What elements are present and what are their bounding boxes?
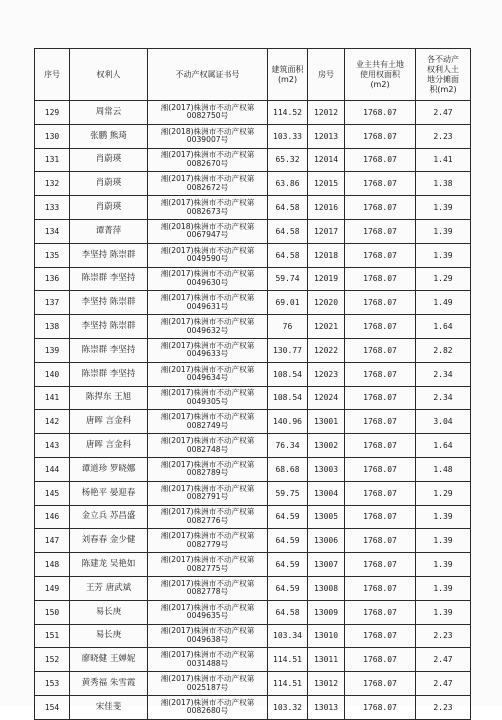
cell-area: 76.34 bbox=[268, 434, 308, 458]
cell-seq: 132 bbox=[35, 172, 70, 196]
cell-cert: 湘(2017)株洲市不动产权第0025187号 bbox=[148, 672, 268, 696]
table-body bbox=[35, 101, 471, 720]
cell-holder: 陈崇群 李坚持 bbox=[70, 267, 148, 291]
cell-seq: 146 bbox=[35, 505, 70, 529]
cell-seq: 129 bbox=[35, 101, 70, 125]
cell-land: 1768.07 bbox=[345, 267, 416, 291]
cell-holder: 谭道珍 罗晓娜 bbox=[70, 457, 148, 481]
cell-share: 1.41 bbox=[416, 148, 471, 172]
cell-share: 1.64 bbox=[416, 315, 471, 339]
cell-area: 114.52 bbox=[268, 101, 308, 125]
header-area: 建筑面积 (m2) bbox=[268, 49, 308, 101]
cell-land: 1768.07 bbox=[345, 434, 416, 458]
cell-holder: 陈建龙 吴艳如 bbox=[70, 553, 148, 577]
cell-cert: 湘(2017)株洲市不动产权第0049305号 bbox=[148, 386, 268, 410]
table-row bbox=[35, 529, 471, 553]
cell-area: 64.59 bbox=[268, 576, 308, 600]
cell-area: 103.32 bbox=[268, 695, 308, 719]
table-row bbox=[35, 624, 471, 648]
cell-area: 108.54 bbox=[268, 362, 308, 386]
cell-room: 12014 bbox=[308, 148, 345, 172]
cell-room: 13009 bbox=[308, 600, 345, 624]
cell-land: 1768.07 bbox=[345, 624, 416, 648]
cell-share: 1.39 bbox=[416, 219, 471, 243]
cell-area: 64.58 bbox=[268, 219, 308, 243]
cell-holder: 肖蔚瑛 bbox=[70, 148, 148, 172]
cell-land: 1768.07 bbox=[345, 481, 416, 505]
cell-holder: 易长庚 bbox=[70, 624, 148, 648]
cell-holder: 王芳 唐武斌 bbox=[70, 576, 148, 600]
cell-holder: 易长庚 bbox=[70, 600, 148, 624]
cell-room: 13008 bbox=[308, 576, 345, 600]
cell-land: 1768.07 bbox=[345, 172, 416, 196]
header-land: 业主共有土地 使用权面积 (m2) bbox=[345, 49, 416, 101]
cell-holder: 周常云 bbox=[70, 101, 148, 125]
cell-share: 2.82 bbox=[416, 338, 471, 362]
cell-cert: 湘(2017)株洲市不动产权第0049632号 bbox=[148, 315, 268, 339]
cell-area: 64.58 bbox=[268, 600, 308, 624]
cell-area: 64.59 bbox=[268, 529, 308, 553]
cell-share: 1.64 bbox=[416, 434, 471, 458]
cell-holder: 李坚持 陈崇群 bbox=[70, 291, 148, 315]
cell-holder: 谭菁萍 bbox=[70, 219, 148, 243]
cell-share: 2.23 bbox=[416, 695, 471, 719]
cell-holder: 金立兵 苏昌盛 bbox=[70, 505, 148, 529]
cell-holder: 黄秀福 朱雪霞 bbox=[70, 672, 148, 696]
cell-cert: 湘(2018)株洲市不动产权第0067947号 bbox=[148, 219, 268, 243]
cell-area: 59.74 bbox=[268, 267, 308, 291]
cell-cert: 湘(2017)株洲市不动产权第0082789号 bbox=[148, 457, 268, 481]
cell-seq: 137 bbox=[35, 291, 70, 315]
cell-cert: 湘(2017)株洲市不动产权第0082670号 bbox=[148, 148, 268, 172]
cell-room: 12015 bbox=[308, 172, 345, 196]
cell-seq: 144 bbox=[35, 457, 70, 481]
table-row bbox=[35, 196, 471, 220]
cell-room: 13011 bbox=[308, 648, 345, 672]
cell-room: 12019 bbox=[308, 267, 345, 291]
cell-land: 1768.07 bbox=[345, 196, 416, 220]
cell-share: 1.39 bbox=[416, 600, 471, 624]
cell-cert: 湘(2017)株洲市不动产权第0082680号 bbox=[148, 695, 268, 719]
table-row bbox=[35, 505, 471, 529]
cell-area: 103.34 bbox=[268, 624, 308, 648]
cell-room: 12020 bbox=[308, 291, 345, 315]
cell-seq: 150 bbox=[35, 600, 70, 624]
cell-land: 1768.07 bbox=[345, 124, 416, 148]
cell-seq: 142 bbox=[35, 410, 70, 434]
cell-area: 69.01 bbox=[268, 291, 308, 315]
cell-room: 12024 bbox=[308, 386, 345, 410]
cell-seq: 151 bbox=[35, 624, 70, 648]
table-row bbox=[35, 172, 471, 196]
cell-land: 1768.07 bbox=[345, 338, 416, 362]
table-row bbox=[35, 124, 471, 148]
table-row bbox=[35, 481, 471, 505]
cell-holder: 杨艳平 晏迎春 bbox=[70, 481, 148, 505]
cell-area: 65.32 bbox=[268, 148, 308, 172]
cell-cert: 湘(2017)株洲市不动产权第0049635号 bbox=[148, 600, 268, 624]
cell-land: 1768.07 bbox=[345, 553, 416, 577]
cell-room: 12022 bbox=[308, 338, 345, 362]
table-row bbox=[35, 648, 471, 672]
cell-area: 114.51 bbox=[268, 672, 308, 696]
cell-cert: 湘(2017)株洲市不动产权第0082750号 bbox=[148, 101, 268, 125]
cell-cert: 湘(2017)株洲市不动产权第0082791号 bbox=[148, 481, 268, 505]
table-row bbox=[35, 148, 471, 172]
cell-land: 1768.07 bbox=[345, 672, 416, 696]
cell-cert: 湘(2017)株洲市不动产权第0049590号 bbox=[148, 243, 268, 267]
cell-land: 1768.07 bbox=[345, 101, 416, 125]
table-row bbox=[35, 600, 471, 624]
cell-share: 1.39 bbox=[416, 196, 471, 220]
cell-seq: 136 bbox=[35, 267, 70, 291]
cell-area: 63.86 bbox=[268, 172, 308, 196]
cell-holder: 陈崇群 李坚持 bbox=[70, 338, 148, 362]
cell-share: 2.34 bbox=[416, 386, 471, 410]
cell-cert: 湘(2017)株洲市不动产权第0082749号 bbox=[148, 410, 268, 434]
cell-land: 1768.07 bbox=[345, 505, 416, 529]
header-seq: 序号 bbox=[35, 49, 70, 101]
cell-area: 140.96 bbox=[268, 410, 308, 434]
cell-holder: 刘春春 金少健 bbox=[70, 529, 148, 553]
cell-holder: 唐晖 言金科 bbox=[70, 434, 148, 458]
table-row bbox=[35, 315, 471, 339]
cell-area: 68.68 bbox=[268, 457, 308, 481]
cell-holder: 李坚持 陈崇群 bbox=[70, 315, 148, 339]
cell-cert: 湘(2017)株洲市不动产权第0082779号 bbox=[148, 529, 268, 553]
cell-room: 13002 bbox=[308, 434, 345, 458]
cell-seq: 141 bbox=[35, 386, 70, 410]
cell-land: 1768.07 bbox=[345, 315, 416, 339]
cell-land: 1768.07 bbox=[345, 648, 416, 672]
cell-cert: 湘(2017)株洲市不动产权第0082673号 bbox=[148, 196, 268, 220]
table-row bbox=[35, 243, 471, 267]
cell-share: 1.49 bbox=[416, 291, 471, 315]
cell-land: 1768.07 bbox=[345, 148, 416, 172]
cell-cert: 湘(2017)株洲市不动产权第0049631号 bbox=[148, 291, 268, 315]
cell-room: 12016 bbox=[308, 196, 345, 220]
cell-room: 12013 bbox=[308, 124, 345, 148]
table-row bbox=[35, 576, 471, 600]
cell-land: 1768.07 bbox=[345, 576, 416, 600]
cell-share: 1.39 bbox=[416, 529, 471, 553]
cell-share: 1.29 bbox=[416, 481, 471, 505]
cell-seq: 149 bbox=[35, 576, 70, 600]
cell-area: 64.58 bbox=[268, 243, 308, 267]
cell-holder: 陈捍东 王旭 bbox=[70, 386, 148, 410]
table-row bbox=[35, 553, 471, 577]
cell-cert: 湘(2017)株洲市不动产权第0049630号 bbox=[148, 267, 268, 291]
cell-seq: 139 bbox=[35, 338, 70, 362]
table-row bbox=[35, 434, 471, 458]
header-room: 房号 bbox=[308, 49, 345, 101]
cell-room: 12017 bbox=[308, 219, 345, 243]
cell-room: 13007 bbox=[308, 553, 345, 577]
cell-seq: 138 bbox=[35, 315, 70, 339]
cell-cert: 湘(2018)株洲市不动产权第0039007号 bbox=[148, 124, 268, 148]
cell-area: 76 bbox=[268, 315, 308, 339]
cell-cert: 湘(2017)株洲市不动产权第0049633号 bbox=[148, 338, 268, 362]
cell-share: 1.39 bbox=[416, 243, 471, 267]
cell-land: 1768.07 bbox=[345, 410, 416, 434]
cell-area: 64.59 bbox=[268, 553, 308, 577]
cell-holder: 李坚持 陈崇群 bbox=[70, 243, 148, 267]
table-row bbox=[35, 101, 471, 125]
cell-cert: 湘(2017)株洲市不动产权第0082776号 bbox=[148, 505, 268, 529]
cell-room: 13004 bbox=[308, 481, 345, 505]
cell-share: 1.48 bbox=[416, 457, 471, 481]
cell-room: 13012 bbox=[308, 672, 345, 696]
cell-seq: 153 bbox=[35, 672, 70, 696]
cell-share: 1.38 bbox=[416, 172, 471, 196]
cell-seq: 140 bbox=[35, 362, 70, 386]
cell-holder: 张鹏 熊琦 bbox=[70, 124, 148, 148]
cell-room: 12018 bbox=[308, 243, 345, 267]
cell-room: 13005 bbox=[308, 505, 345, 529]
cell-share: 1.39 bbox=[416, 553, 471, 577]
cell-area: 59.75 bbox=[268, 481, 308, 505]
cell-share: 2.34 bbox=[416, 362, 471, 386]
cell-room: 13010 bbox=[308, 624, 345, 648]
header-holder: 权利人 bbox=[70, 49, 148, 101]
cell-cert: 湘(2017)株洲市不动产权第0082672号 bbox=[148, 172, 268, 196]
table-row bbox=[35, 362, 471, 386]
cell-room: 13001 bbox=[308, 410, 345, 434]
cell-seq: 152 bbox=[35, 648, 70, 672]
cell-room: 13003 bbox=[308, 457, 345, 481]
table-row bbox=[35, 457, 471, 481]
table-row bbox=[35, 291, 471, 315]
cell-area: 103.33 bbox=[268, 124, 308, 148]
cell-land: 1768.07 bbox=[345, 362, 416, 386]
cell-share: 2.47 bbox=[416, 672, 471, 696]
table-row bbox=[35, 672, 471, 696]
cell-share: 2.47 bbox=[416, 648, 471, 672]
header-cert: 不动产权属证书号 bbox=[148, 49, 268, 101]
cell-land: 1768.07 bbox=[345, 291, 416, 315]
cell-cert: 湘(2017)株洲市不动产权第0082748号 bbox=[148, 434, 268, 458]
cell-seq: 133 bbox=[35, 196, 70, 220]
cell-land: 1768.07 bbox=[345, 600, 416, 624]
cell-cert: 湘(2017)株洲市不动产权第0049638号 bbox=[148, 624, 268, 648]
cell-share: 1.39 bbox=[416, 576, 471, 600]
cell-holder: 陈崇群 李坚持 bbox=[70, 362, 148, 386]
cell-cert: 湘(2017)株洲市不动产权第0082775号 bbox=[148, 553, 268, 577]
cell-share: 2.47 bbox=[416, 101, 471, 125]
cell-share: 1.39 bbox=[416, 505, 471, 529]
cell-area: 130.77 bbox=[268, 338, 308, 362]
cell-holder: 肖蔚瑛 bbox=[70, 196, 148, 220]
table-row bbox=[35, 267, 471, 291]
cell-share: 1.29 bbox=[416, 267, 471, 291]
cell-cert: 湘(2017)株洲市不动产权第0049634号 bbox=[148, 362, 268, 386]
table-row bbox=[35, 219, 471, 243]
cell-land: 1768.07 bbox=[345, 695, 416, 719]
header-share: 各不动产 权利人土 地分摊面 积(m2) bbox=[416, 49, 471, 101]
cell-seq: 131 bbox=[35, 148, 70, 172]
table-row bbox=[35, 338, 471, 362]
table-header-row bbox=[35, 49, 471, 101]
table-row bbox=[35, 410, 471, 434]
cell-room: 12021 bbox=[308, 315, 345, 339]
cell-seq: 145 bbox=[35, 481, 70, 505]
cell-holder: 宋佳斐 bbox=[70, 695, 148, 719]
cell-room: 12012 bbox=[308, 101, 345, 125]
cell-land: 1768.07 bbox=[345, 457, 416, 481]
cell-cert: 湘(2017)株洲市不动产权第0031488号 bbox=[148, 648, 268, 672]
cell-land: 1768.07 bbox=[345, 386, 416, 410]
cell-seq: 154 bbox=[35, 695, 70, 719]
cell-share: 2.23 bbox=[416, 124, 471, 148]
table-row bbox=[35, 386, 471, 410]
cell-holder: 唐晖 言金科 bbox=[70, 410, 148, 434]
cell-room: 12023 bbox=[308, 362, 345, 386]
cell-seq: 147 bbox=[35, 529, 70, 553]
table-row bbox=[35, 695, 471, 719]
cell-area: 64.59 bbox=[268, 505, 308, 529]
cell-area: 108.54 bbox=[268, 386, 308, 410]
cell-room: 13006 bbox=[308, 529, 345, 553]
cell-area: 114.51 bbox=[268, 648, 308, 672]
property-allocation-table bbox=[34, 48, 471, 720]
cell-land: 1768.07 bbox=[345, 529, 416, 553]
cell-seq: 130 bbox=[35, 124, 70, 148]
cell-share: 3.04 bbox=[416, 410, 471, 434]
cell-holder: 肖蔚瑛 bbox=[70, 172, 148, 196]
cell-cert: 湘(2017)株洲市不动产权第0082778号 bbox=[148, 576, 268, 600]
cell-seq: 143 bbox=[35, 434, 70, 458]
cell-seq: 148 bbox=[35, 553, 70, 577]
cell-land: 1768.07 bbox=[345, 243, 416, 267]
cell-holder: 廖晓健 王婵妮 bbox=[70, 648, 148, 672]
cell-land: 1768.07 bbox=[345, 219, 416, 243]
cell-area: 64.58 bbox=[268, 196, 308, 220]
cell-seq: 135 bbox=[35, 243, 70, 267]
cell-room: 13013 bbox=[308, 695, 345, 719]
cell-share: 2.23 bbox=[416, 624, 471, 648]
cell-seq: 134 bbox=[35, 219, 70, 243]
